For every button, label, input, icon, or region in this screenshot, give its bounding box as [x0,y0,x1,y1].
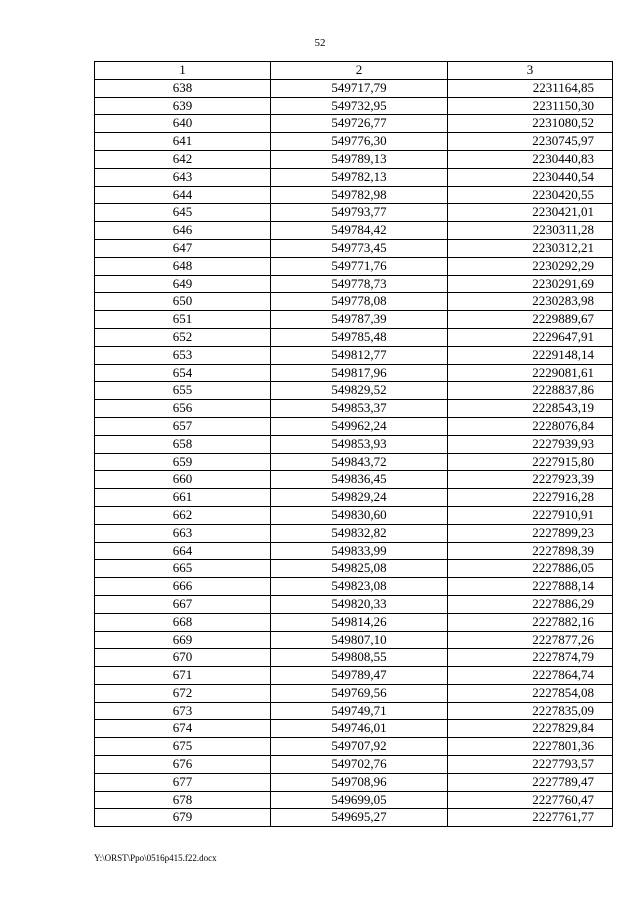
table-row [95,293,613,311]
table-row [95,471,613,489]
table-cell: 549746,01 [271,720,448,738]
table-cell: 658 [95,435,271,453]
table-cell: 549702,76 [271,756,448,774]
table-cell: 2227939,93 [448,435,613,453]
table-cell: 549782,13 [271,168,448,186]
table-cell: 655 [95,382,271,400]
table-row [95,506,613,524]
table-row [95,684,613,702]
table-cell: 2227864,74 [448,667,613,685]
table-row [95,150,613,168]
table-cell: 675 [95,738,271,756]
table-cell: 666 [95,578,271,596]
table-row [95,239,613,257]
table-cell: 643 [95,168,271,186]
table-row [95,346,613,364]
table-cell: 549829,24 [271,489,448,507]
table-cell: 2231080,52 [448,115,613,133]
table-row [95,453,613,471]
table-cell: 2227829,84 [448,720,613,738]
table-cell: 549853,37 [271,400,448,418]
table-cell: 642 [95,150,271,168]
table-cell: 2231164,85 [448,79,613,97]
table-row [95,809,613,827]
table-cell: 652 [95,328,271,346]
table-cell: 650 [95,293,271,311]
column-header: 1 [95,62,271,80]
table-cell: 2230440,54 [448,168,613,186]
table-cell: 2230312,21 [448,239,613,257]
table-row [95,702,613,720]
column-header: 2 [271,62,448,80]
table-cell: 2227886,05 [448,560,613,578]
table-cell: 653 [95,346,271,364]
table-cell: 549833,99 [271,542,448,560]
table-cell: 673 [95,702,271,720]
coordinates-table [94,61,613,827]
table-cell: 2227835,09 [448,702,613,720]
table-row [95,222,613,240]
table-cell: 2227877,26 [448,631,613,649]
table-row [95,756,613,774]
table-cell: 549830,60 [271,506,448,524]
table-cell: 2228076,84 [448,417,613,435]
table-row [95,417,613,435]
table-cell: 668 [95,613,271,631]
table-row [95,435,613,453]
table-row [95,542,613,560]
table-row [95,275,613,293]
table-header-row [95,62,613,80]
table-body [95,79,613,826]
table-cell: 2229647,91 [448,328,613,346]
table-cell: 2227898,39 [448,542,613,560]
table-cell: 2227882,16 [448,613,613,631]
table-row [95,738,613,756]
table-cell: 2227854,08 [448,684,613,702]
table-cell: 646 [95,222,271,240]
table-cell: 2230292,29 [448,257,613,275]
table-row [95,79,613,97]
table-cell: 2231150,30 [448,97,613,115]
table-row [95,168,613,186]
table-cell: 2227916,28 [448,489,613,507]
table-cell: 2230421,01 [448,204,613,222]
table-cell: 549825,08 [271,560,448,578]
table-cell: 656 [95,400,271,418]
table-row [95,667,613,685]
table-cell: 2227923,39 [448,471,613,489]
table-cell: 549778,08 [271,293,448,311]
table-cell: 661 [95,489,271,507]
table-cell: 2228837,86 [448,382,613,400]
table-cell: 549776,30 [271,133,448,151]
table-cell: 2228543,19 [448,400,613,418]
table-cell: 647 [95,239,271,257]
table-cell: 549807,10 [271,631,448,649]
table-cell: 638 [95,79,271,97]
table-row [95,115,613,133]
table-cell: 660 [95,471,271,489]
table-row [95,613,613,631]
table-row [95,186,613,204]
table-row [95,773,613,791]
table-cell: 2227910,91 [448,506,613,524]
table-row [95,364,613,382]
table-cell: 662 [95,506,271,524]
table-cell: 2229889,67 [448,311,613,329]
table-cell: 549717,79 [271,79,448,97]
table-cell: 671 [95,667,271,685]
table-cell: 2227915,80 [448,453,613,471]
table-cell: 2227899,23 [448,524,613,542]
table-cell: 679 [95,809,271,827]
table-cell: 672 [95,684,271,702]
table-cell: 2230745,97 [448,133,613,151]
table-cell: 2230311,28 [448,222,613,240]
table-cell: 2227793,57 [448,756,613,774]
table-cell: 677 [95,773,271,791]
table-cell: 2230440,83 [448,150,613,168]
table-row [95,489,613,507]
table-cell: 659 [95,453,271,471]
table-cell: 549732,95 [271,97,448,115]
table-cell: 549699,05 [271,791,448,809]
table-cell: 645 [95,204,271,222]
table-cell: 2227886,29 [448,595,613,613]
table-cell: 549773,45 [271,239,448,257]
table-cell: 641 [95,133,271,151]
table-cell: 2227801,36 [448,738,613,756]
table-row [95,791,613,809]
table-cell: 2227761,77 [448,809,613,827]
table-cell: 549832,82 [271,524,448,542]
table-cell: 549812,77 [271,346,448,364]
table-cell: 644 [95,186,271,204]
table-cell: 549820,33 [271,595,448,613]
table-cell: 549749,71 [271,702,448,720]
table-row [95,560,613,578]
table-cell: 2227874,79 [448,649,613,667]
table-cell: 2229081,61 [448,364,613,382]
footer-file-path: Y:\ORST\Ppo\0516p415.f22.docx [94,853,217,863]
table-cell: 549823,08 [271,578,448,596]
table-cell: 2227888,14 [448,578,613,596]
table-row [95,204,613,222]
table-cell: 549771,76 [271,257,448,275]
table-row [95,311,613,329]
table-row [95,382,613,400]
table-cell: 664 [95,542,271,560]
table-cell: 549787,39 [271,311,448,329]
table-cell: 654 [95,364,271,382]
table-row [95,720,613,738]
table-cell: 549814,26 [271,613,448,631]
table-cell: 678 [95,791,271,809]
table-cell: 648 [95,257,271,275]
table-row [95,257,613,275]
table-cell: 651 [95,311,271,329]
table-cell: 663 [95,524,271,542]
table-cell: 2230420,55 [448,186,613,204]
table-row [95,133,613,151]
table-cell: 665 [95,560,271,578]
table-cell: 639 [95,97,271,115]
table-cell: 549836,45 [271,471,448,489]
table-cell: 670 [95,649,271,667]
table-row [95,631,613,649]
table-cell: 549784,42 [271,222,448,240]
table-cell: 549778,73 [271,275,448,293]
table-cell: 640 [95,115,271,133]
table-cell: 669 [95,631,271,649]
table-row [95,328,613,346]
table-row [95,400,613,418]
table-cell: 2227760,47 [448,791,613,809]
table-row [95,578,613,596]
table-cell: 676 [95,756,271,774]
table-cell: 549785,48 [271,328,448,346]
table-cell: 549695,27 [271,809,448,827]
table-cell: 2230283,98 [448,293,613,311]
table-cell: 549726,77 [271,115,448,133]
table-cell: 549962,24 [271,417,448,435]
table-cell: 549769,56 [271,684,448,702]
table-cell: 549708,96 [271,773,448,791]
table-cell: 549808,55 [271,649,448,667]
table-cell: 549843,72 [271,453,448,471]
table-cell: 649 [95,275,271,293]
table-cell: 549782,98 [271,186,448,204]
table-cell: 549853,93 [271,435,448,453]
table-cell: 2229148,14 [448,346,613,364]
table-cell: 2227789,47 [448,773,613,791]
table-row [95,97,613,115]
table-cell: 549817,96 [271,364,448,382]
table-cell: 549829,52 [271,382,448,400]
table-cell: 667 [95,595,271,613]
table-row [95,524,613,542]
page-number: 52 [314,37,326,49]
table-row [95,595,613,613]
table-cell: 2230291,69 [448,275,613,293]
table-cell: 549789,47 [271,667,448,685]
table-cell: 657 [95,417,271,435]
table-cell: 549793,77 [271,204,448,222]
table-cell: 549789,13 [271,150,448,168]
table-cell: 674 [95,720,271,738]
table-cell: 549707,92 [271,738,448,756]
column-header: 3 [448,62,613,80]
table-row [95,649,613,667]
